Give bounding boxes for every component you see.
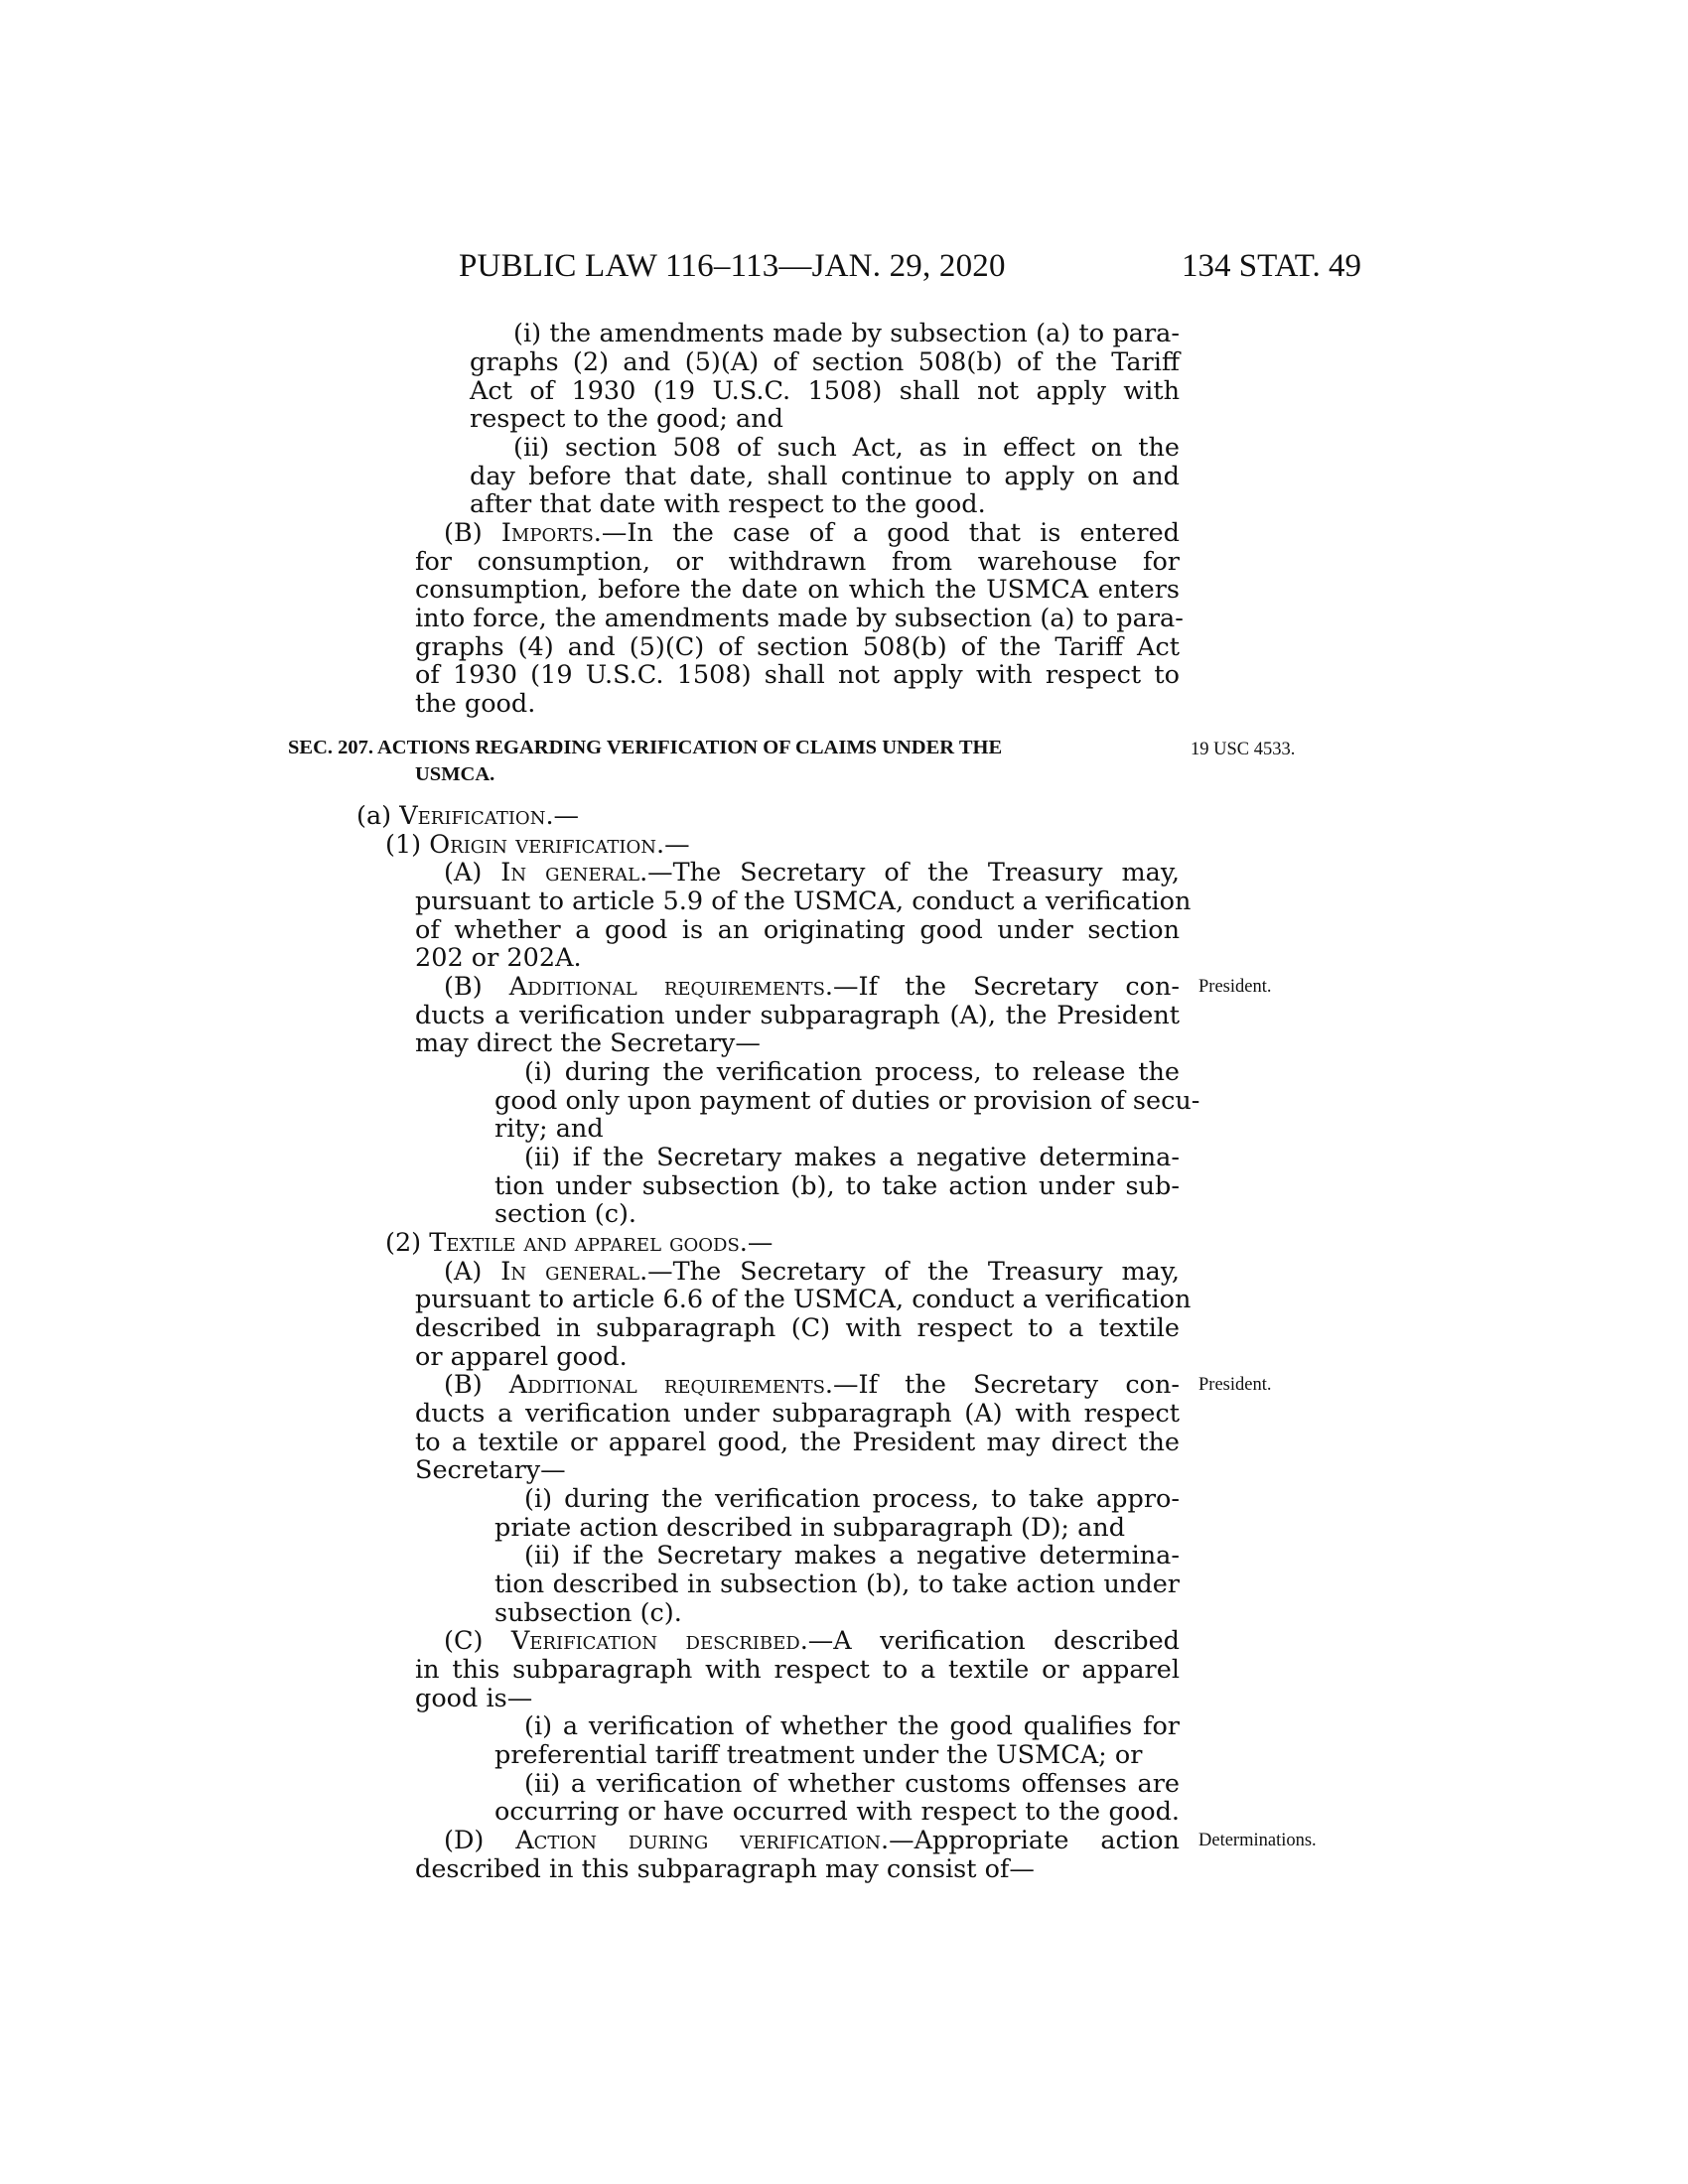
text-line: may direct the Secretary— <box>415 1028 761 1058</box>
text-line: the good. <box>415 689 536 719</box>
subparagraph-1B-heading <box>444 973 1180 1002</box>
subparagraph-2B-heading <box>444 1371 1180 1400</box>
text-line: subsection (c). <box>494 1598 682 1628</box>
text-line: (i) the amendments made by subsection (a) to para- <box>513 319 1180 348</box>
text-line: or apparel good. <box>415 1342 628 1372</box>
margin-note-determinations: Determinations. <box>1198 1831 1317 1850</box>
text-line: respect to the good; and <box>470 404 783 434</box>
label-smallcaps: ction during verification <box>533 1826 882 1855</box>
page-number: 134 STAT. 49 <box>1182 248 1362 284</box>
text: .—Appropriate action <box>881 1826 1180 1855</box>
label: (D) A <box>444 1826 534 1855</box>
margin-note-usc: 19 USC 4533. <box>1191 740 1296 759</box>
label-suffix: .— <box>739 1228 774 1258</box>
text: .—A verification described <box>799 1626 1180 1656</box>
subparagraph-2D-heading <box>444 1827 1180 1855</box>
text-line: ducts a verification under subparagraph (A), the President <box>415 1001 1180 1030</box>
label-smallcaps: mports <box>510 518 594 548</box>
text-line: (ii) if the Secretary makes a negative determina- <box>524 1143 1180 1172</box>
label: (A) I <box>444 1257 511 1287</box>
text-line: (i) during the verification process, to release the <box>524 1057 1180 1087</box>
text-line: good is— <box>415 1684 533 1713</box>
subparagraph-1A-heading <box>444 859 1180 887</box>
subparagraph-2A-heading <box>444 1258 1180 1287</box>
text-line: graphs (2) and (5)(A) of section 508(b) of the Tariff <box>470 347 1180 377</box>
text-line: into force, the amendments made by subsection (a) to para- <box>415 604 1184 633</box>
text-line: of whether a good is an originating good under section <box>415 915 1180 945</box>
label-smallcaps: n general <box>510 858 640 887</box>
label: (a) V <box>356 801 418 831</box>
label: (B) A <box>444 972 528 1002</box>
text-line: (ii) section 508 of such Act, as in effect on the <box>513 433 1180 463</box>
text-line: day before that date, shall continue to apply on and <box>470 462 1180 491</box>
text-line: tion under subsection (b), to take action under sub- <box>494 1171 1180 1201</box>
label: (2) T <box>385 1228 447 1258</box>
text-line: occurring or have occurred with respect to the good. <box>494 1797 1180 1827</box>
paragraph-1-heading <box>385 831 690 860</box>
text-line: for consumption, or withdrawn from warehouse for <box>415 547 1180 577</box>
label-smallcaps: dditional requirements <box>527 972 825 1002</box>
text-line: rity; and <box>494 1114 604 1144</box>
text-line: consumption, before the date on which the USMCA enters <box>415 575 1180 605</box>
text: .—If the Secretary con- <box>824 1370 1180 1400</box>
label: (C) V <box>444 1626 530 1656</box>
paragraph-imports-heading <box>444 519 1180 548</box>
section-heading-cont: USMCA. <box>415 763 495 785</box>
label: (A) I <box>444 858 511 887</box>
text-line: 202 or 202A. <box>415 943 582 973</box>
label-smallcaps: n general <box>510 1257 640 1287</box>
text-line: good only upon payment of duties or provision of secu- <box>494 1086 1200 1116</box>
label-suffix: .— <box>545 801 580 831</box>
margin-note-president: President. <box>1198 1375 1272 1395</box>
text-line: preferential tariff treatment under the USMCA; or <box>494 1740 1143 1770</box>
label-suffix: .— <box>655 830 690 860</box>
text-line: tion described in subsection (b), to take action under <box>494 1570 1180 1599</box>
label-smallcaps: extile and apparel goods <box>446 1228 740 1258</box>
text-line: of 1930 (19 U.S.C. 1508) shall not apply with respect to <box>415 660 1180 690</box>
margin-note-president: President. <box>1198 977 1272 997</box>
section-heading: SEC. 207. ACTIONS REGARDING VERIFICATION OF CLAIMS UNDER THE <box>288 737 1003 758</box>
text: .—The Secretary of the Treasury may, <box>639 858 1180 887</box>
label-smallcaps: dditional requirements <box>527 1370 825 1400</box>
text-line: described in subparagraph (C) with respect to a textile <box>415 1313 1180 1343</box>
text: .—In the case of a good that is entered <box>593 518 1180 548</box>
text-line: (i) during the verification process, to take appro- <box>524 1484 1180 1514</box>
text-line: Act of 1930 (19 U.S.C. 1508) shall not apply with <box>470 376 1180 406</box>
text-line: (ii) if the Secretary makes a negative determina- <box>524 1541 1180 1570</box>
label: (B) A <box>444 1370 528 1400</box>
text-line: in this subparagraph with respect to a textile or apparel <box>415 1655 1180 1685</box>
text-line: described in this subparagraph may consist of— <box>415 1854 1035 1884</box>
label: (1) O <box>385 830 451 860</box>
label-smallcaps: rigin verification <box>450 830 656 860</box>
subparagraph-2C-heading <box>444 1627 1180 1656</box>
text-line: graphs (4) and (5)(C) of section 508(b) of the Tariff Act <box>415 632 1180 662</box>
text-line: (i) a verification of whether the good qualifies for <box>524 1711 1180 1741</box>
text-line: pursuant to article 6.6 of the USMCA, conduct a verification <box>415 1285 1192 1314</box>
text: .—The Secretary of the Treasury may, <box>639 1257 1180 1287</box>
label-smallcaps: erification described <box>529 1626 800 1656</box>
text-line: after that date with respect to the good. <box>470 489 986 519</box>
text-line: section (c). <box>494 1199 637 1229</box>
label-smallcaps: erification <box>417 801 546 831</box>
text-line: pursuant to article 5.9 of the USMCA, conduct a verification <box>415 887 1192 916</box>
subsection-a-heading <box>356 802 579 831</box>
running-header-title: PUBLIC LAW 116–113—JAN. 29, 2020 <box>459 248 1006 284</box>
text-line: ducts a verification under subparagraph (A) with respect <box>415 1399 1180 1429</box>
text: .—If the Secretary con- <box>824 972 1180 1002</box>
paragraph-2-heading <box>385 1229 773 1258</box>
text-line: Secretary— <box>415 1455 566 1485</box>
text-line: (ii) a verification of whether customs offenses are <box>524 1769 1180 1799</box>
text-line: to a textile or apparel good, the President may direct the <box>415 1428 1180 1457</box>
text-line: priate action described in subparagraph (D); and <box>494 1513 1126 1543</box>
label: (B) I <box>444 518 511 548</box>
